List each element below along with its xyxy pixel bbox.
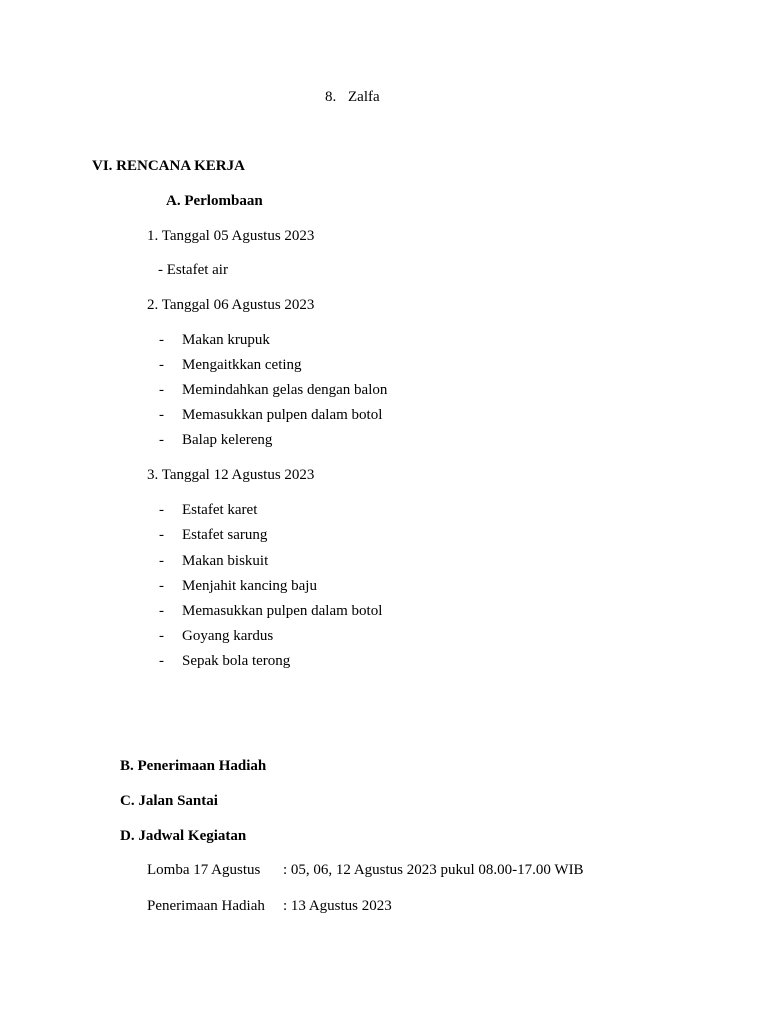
day3-item: Menjahit kancing baju <box>182 578 317 594</box>
bullet-dash: - <box>159 578 164 594</box>
day2-item: Balap kelereng <box>182 432 273 448</box>
bullet-dash: - <box>159 357 164 373</box>
day3-item: Sepak bola terong <box>182 653 291 669</box>
part-a-title: A. Perlombaan <box>166 193 263 209</box>
day3-item: Makan biskuit <box>182 553 269 569</box>
bullet-dash: - <box>159 502 164 518</box>
day2-heading: 2. Tanggal 06 Agustus 2023 <box>147 297 315 313</box>
part-b-title: B. Penerimaan Hadiah <box>120 758 267 774</box>
day2-item: Memasukkan pulpen dalam botol <box>182 407 383 423</box>
part-c-title: C. Jalan Santai <box>120 793 218 809</box>
schedule-label: Penerimaan Hadiah <box>147 898 265 914</box>
day1-item: - Estafet air <box>158 262 228 278</box>
day3-item: Memasukkan pulpen dalam botol <box>182 603 383 619</box>
part-d-title: D. Jadwal Kegiatan <box>120 828 247 844</box>
schedule-value: : 13 Agustus 2023 <box>283 898 392 914</box>
day3-item: Estafet karet <box>182 502 258 518</box>
bullet-dash: - <box>159 527 164 543</box>
bullet-dash: - <box>159 407 164 423</box>
section-title: VI. RENCANA KERJA <box>92 158 245 174</box>
day3-item: Goyang kardus <box>182 628 274 644</box>
bullet-dash: - <box>159 603 164 619</box>
day3-heading: 3. Tanggal 12 Agustus 2023 <box>147 467 315 483</box>
bullet-dash: - <box>159 628 164 644</box>
bullet-dash: - <box>159 432 164 448</box>
bullet-dash: - <box>159 382 164 398</box>
top-item-number: 8. <box>325 89 337 105</box>
bullet-dash: - <box>159 653 164 669</box>
bullet-dash: - <box>159 553 164 569</box>
top-item-text: Zalfa <box>348 89 380 105</box>
day3-item: Estafet sarung <box>182 527 268 543</box>
day2-item: Makan krupuk <box>182 332 270 348</box>
schedule-value: : 05, 06, 12 Agustus 2023 pukul 08.00-17.00 WIB <box>283 862 584 878</box>
day1-heading: 1. Tanggal 05 Agustus 2023 <box>147 228 315 244</box>
schedule-label: Lomba 17 Agustus <box>147 862 261 878</box>
bullet-dash: - <box>159 332 164 348</box>
day2-item: Memindahkan gelas dengan balon <box>182 382 388 398</box>
day2-item: Mengaitkkan ceting <box>182 357 302 373</box>
